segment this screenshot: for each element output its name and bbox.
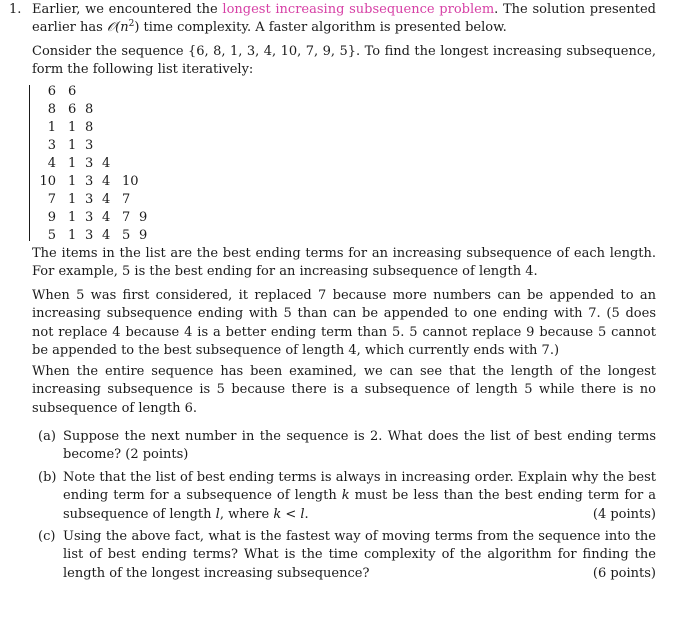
table-cell: 3	[85, 191, 94, 207]
paragraph-best-endings: The items in the list are the best ending terms for an increasing subsequence of each length. For example, 5 is the best ending for an increasing subsequence of length 4.	[32, 246, 656, 280]
part-b-text-b: must be less than the best ending term for a subsequence of length	[63, 488, 656, 522]
consider-text-a: Consider the sequence	[32, 44, 188, 59]
consider-paragraph	[32, 43, 656, 80]
table-row	[34, 227, 156, 245]
part-b-text-a: Note that the list of best ending terms is always in increasing order. Explain why the best ending term for a subsequence of length	[63, 470, 656, 504]
table-row	[34, 173, 156, 191]
table-row	[34, 209, 156, 227]
table-row-values	[62, 155, 122, 173]
table-row-key: 6	[47, 83, 56, 99]
table-row-values	[62, 119, 102, 137]
table-row	[34, 155, 156, 173]
table-row-values	[62, 191, 139, 209]
part-b-text	[63, 469, 656, 524]
table-cell: 1	[68, 119, 77, 135]
table-row	[34, 119, 156, 137]
table-row-values	[62, 173, 139, 191]
sequence-set: {6, 8, 1, 3, 4, 10, 7, 9, 5}	[188, 44, 357, 59]
table-cell: 8	[85, 119, 94, 135]
table-row-values	[62, 83, 85, 101]
var-l: l	[215, 506, 220, 522]
table-cell: 8	[85, 101, 94, 117]
table-cell: 3	[85, 155, 94, 171]
table-cell: 1	[68, 155, 77, 171]
part-a-label: (a)	[38, 429, 56, 444]
table-row-key: 10	[39, 173, 56, 189]
lis-link[interactable]: longest increasing subsequence problem	[222, 2, 495, 17]
table-cell: 1	[68, 173, 77, 189]
table-cell: 4	[102, 191, 111, 207]
condition-k-less-l: k < l	[273, 506, 305, 522]
table-row-values	[62, 209, 156, 227]
iterative-list-table	[34, 83, 156, 245]
table-cell: 7	[122, 209, 131, 225]
table-cell: 9	[139, 209, 148, 225]
table-cell: 3	[85, 227, 94, 243]
table-cell: 3	[85, 173, 94, 189]
intro-text-b: . The solution presented earlier has	[32, 2, 656, 36]
table-cell: 3	[85, 209, 94, 225]
table-row-key: 1	[47, 119, 56, 135]
table-cell: 1	[68, 227, 77, 243]
table-row-key: 4	[47, 155, 56, 171]
table-cell: 5	[122, 227, 131, 243]
complexity-notation: 𝒪(n	[106, 20, 129, 36]
part-c-points: (6 points)	[592, 565, 656, 581]
complexity-close: )	[134, 20, 140, 36]
part-a-text: Suppose the next number in the sequence is 2. What does the list of best ending terms become? (2 points)	[63, 429, 656, 463]
part-b-points: (4 points)	[592, 506, 656, 522]
intro-text-c: time complexity. A faster algorithm is presented below.	[139, 20, 507, 36]
table-divider	[29, 85, 30, 241]
part-b-text-d: .	[304, 506, 309, 522]
table-cell: 6	[68, 101, 77, 117]
table-row-values	[62, 137, 102, 155]
part-b-text-c: , where	[219, 506, 274, 522]
consider-text-b: . To find the longest increasing subsequence, form the following list iteratively:	[32, 44, 656, 78]
table-cell: 4	[102, 209, 111, 225]
table-row	[34, 101, 156, 119]
table-cell: 1	[68, 191, 77, 207]
complexity-exponent: 2	[128, 19, 135, 30]
var-k: k	[341, 488, 350, 504]
question-intro	[32, 1, 656, 38]
table-row-key: 8	[47, 101, 56, 117]
table-cell: 4	[102, 155, 111, 171]
table-cell: 1	[68, 137, 77, 153]
table-cell: 9	[139, 227, 148, 243]
paragraph-length-result: When the entire sequence has been examined, we can see that the length of the longest increasing subsequence is 5 because there is a subsequence of length 5 while there is no subsequence of length 6.	[32, 364, 656, 416]
intro-text-a: Earlier, we encountered the	[32, 2, 223, 17]
table-row-key: 7	[47, 191, 56, 207]
table-row-key: 9	[47, 209, 56, 225]
table-cell: 4	[102, 173, 111, 189]
paragraph-replacement: When 5 was first considered, it replaced 7 because more numbers can be appended to an increasing subsequence ending with 5 than can be appended to one ending with 7. (5 does not replace 4 because 4 is a better ending term than 5. 5 cannot replace 9 because 5 cannot be appended to the best subsequence of length 4, which currently ends with 7.)	[32, 288, 656, 359]
table-cell: 4	[102, 227, 111, 243]
question-number: 1.	[9, 2, 22, 17]
table-cell: 10	[122, 173, 139, 189]
table-cell: 6	[68, 83, 77, 99]
part-c-body: Using the above fact, what is the fastest way of moving terms from the sequence into the list of best ending terms? What is the time complexity of the algorithm for finding the length of the longest increasing subsequence?	[63, 529, 656, 581]
table-row-key: 5	[47, 227, 56, 243]
part-c-label: (c)	[38, 529, 56, 544]
table-cell: 7	[122, 191, 131, 207]
table-cell: 3	[85, 137, 94, 153]
part-b-label: (b)	[38, 470, 57, 485]
table-row-values	[62, 227, 156, 245]
table-row-values	[62, 101, 102, 119]
part-c-text	[63, 528, 656, 583]
table-cell: 1	[68, 209, 77, 225]
table-row	[34, 191, 156, 209]
table-row-key: 3	[47, 137, 56, 153]
table-row	[34, 83, 156, 101]
table-row	[34, 137, 156, 155]
